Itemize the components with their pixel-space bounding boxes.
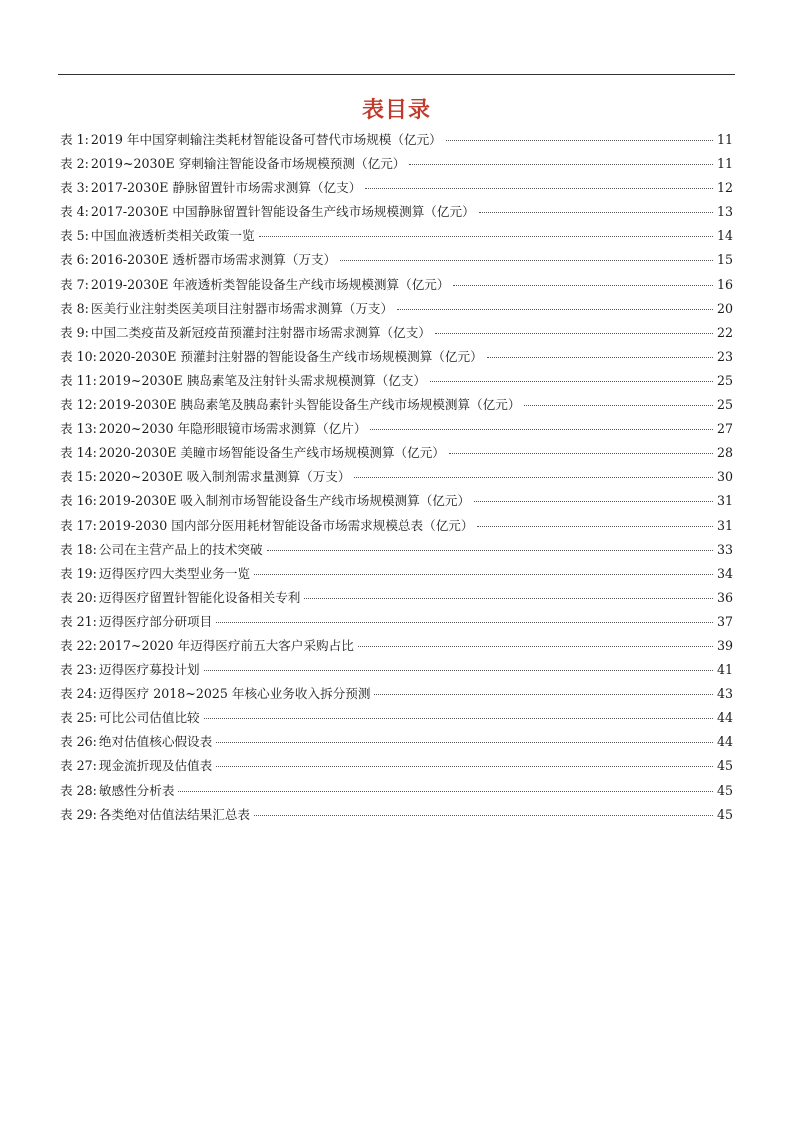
toc-entry-page: 45 xyxy=(716,782,733,798)
toc-entry[interactable] xyxy=(60,658,733,682)
toc-entry-label: 表 14: xyxy=(60,445,97,461)
toc-entry-page: 31 xyxy=(716,517,733,533)
toc-entry-label: 表 6: xyxy=(60,252,89,268)
toc-entry-title: 迈得医疗留置针智能化设备相关专利 xyxy=(98,589,301,605)
toc-entry-title: 迈得医疗 2018~2025 年核心业务收入拆分预测 xyxy=(98,686,371,702)
toc-entry-title: 2020-2030E 美瞳市场智能设备生产线市场规模测算（亿元） xyxy=(98,445,445,461)
toc-entry[interactable] xyxy=(60,730,733,754)
toc-entry[interactable] xyxy=(60,369,733,393)
toc-entry-label: 表 2: xyxy=(60,156,89,172)
toc-entry[interactable] xyxy=(60,248,733,272)
toc-entry-page: 22 xyxy=(716,324,733,340)
toc-entry-title: 中国血液透析类相关政策一览 xyxy=(90,228,255,244)
toc-entry[interactable] xyxy=(60,297,733,321)
toc-entry[interactable] xyxy=(60,538,733,562)
toc-entry-page: 28 xyxy=(716,445,733,461)
toc-entry[interactable] xyxy=(60,706,733,730)
toc-entry-label: 表 12: xyxy=(60,397,97,413)
toc-entry-title: 2017-2030E 静脉留置针市场需求测算（亿支） xyxy=(90,180,362,196)
toc-dot-leader xyxy=(354,477,713,478)
toc-entry[interactable] xyxy=(60,345,733,369)
toc-entry-page: 27 xyxy=(716,421,733,437)
toc-entry-page: 33 xyxy=(716,541,733,557)
toc-entry[interactable] xyxy=(60,562,733,586)
toc-entry-page: 14 xyxy=(716,228,733,244)
toc-entry-label: 表 10: xyxy=(60,348,97,364)
toc-entry[interactable] xyxy=(60,754,733,778)
toc-dot-leader xyxy=(446,140,713,141)
toc-entry-page: 37 xyxy=(716,613,733,629)
toc-entry-page: 16 xyxy=(716,276,733,292)
toc-entry-title: 迈得医疗四大类型业务一览 xyxy=(98,565,250,581)
toc-entry-label: 表 1: xyxy=(60,132,89,147)
toc-entry-title: 2019~2030E 胰岛素笔及注射针头需求规模测算（亿支） xyxy=(98,372,427,388)
toc-entry-title: 可比公司估值比较 xyxy=(98,710,200,726)
toc-entry[interactable] xyxy=(60,417,733,441)
toc-dot-leader xyxy=(524,405,713,406)
toc-entry[interactable] xyxy=(60,803,733,827)
toc-entry-page: 25 xyxy=(716,372,733,388)
toc-entry-page: 34 xyxy=(716,565,733,581)
toc-entry-label: 表 27: xyxy=(60,758,97,774)
toc-entry[interactable] xyxy=(60,128,733,152)
toc-dot-leader xyxy=(409,164,713,165)
toc-entry-page: 44 xyxy=(716,710,733,726)
toc-entry-page: 36 xyxy=(716,589,733,605)
toc-entry-title: 2019-2030 国内部分医用耗材智能设备市场需求规模总表（亿元） xyxy=(98,517,474,533)
toc-entry-page: 20 xyxy=(716,300,733,316)
toc-dot-leader xyxy=(435,333,713,334)
toc-dot-leader xyxy=(397,309,713,310)
toc-entry-title: 2020~2030 年隐形眼镜市场需求测算（亿片） xyxy=(98,421,367,437)
toc-entry-title: 迈得医疗募投计划 xyxy=(98,662,200,678)
toc-entry[interactable] xyxy=(60,200,733,224)
toc-dot-leader xyxy=(453,285,712,286)
toc-entry-label: 表 18: xyxy=(60,541,97,557)
toc-entry-title: 2019-2030E 年液透析类智能设备生产线市场规模测算（亿元） xyxy=(90,276,450,292)
toc-entry-page: 11 xyxy=(716,156,733,172)
toc-entry[interactable] xyxy=(60,610,733,634)
toc-entry-label: 表 25: xyxy=(60,710,97,726)
toc-dot-leader xyxy=(479,212,713,213)
toc-entry-page: 15 xyxy=(716,252,733,268)
toc-entry-page: 45 xyxy=(716,758,733,774)
toc-dot-leader xyxy=(474,501,713,502)
toc-entry-page: 31 xyxy=(716,493,733,509)
toc-entry[interactable] xyxy=(60,586,733,610)
toc-dot-leader xyxy=(259,236,713,237)
toc-entry-page: 44 xyxy=(716,734,733,750)
toc-dot-leader xyxy=(358,646,713,647)
toc-entry-page: 41 xyxy=(716,662,733,678)
toc-entry-title: 2019-2030E 吸入制剂市场智能设备生产线市场规模测算（亿元） xyxy=(98,493,471,509)
toc-entry-label: 表 23: xyxy=(60,662,97,678)
toc-dot-leader xyxy=(216,766,713,767)
toc-entry[interactable] xyxy=(60,514,733,538)
toc-entry[interactable] xyxy=(60,273,733,297)
toc-dot-leader xyxy=(216,622,713,623)
toc-dot-leader xyxy=(374,694,713,695)
table-of-contents xyxy=(60,128,733,827)
toc-entry-title: 敏感性分析表 xyxy=(98,782,175,798)
toc-dot-leader xyxy=(204,670,713,671)
toc-entry[interactable] xyxy=(60,441,733,465)
toc-entry-label: 表 22: xyxy=(60,637,97,653)
toc-entry-label: 表 26: xyxy=(60,734,97,750)
toc-dot-leader xyxy=(430,381,713,382)
page-title: 表目录 xyxy=(361,98,431,123)
toc-entry[interactable] xyxy=(60,176,733,200)
toc-dot-leader xyxy=(254,815,713,816)
toc-entry[interactable] xyxy=(60,634,733,658)
toc-entry-title: 2020-2030E 预灌封注射器的智能设备生产线市场规模测算（亿元） xyxy=(98,348,483,364)
toc-dot-leader xyxy=(449,453,713,454)
toc-dot-leader xyxy=(487,357,713,358)
toc-entry-title: 2016-2030E 透析器市场需求测算（万支） xyxy=(90,252,337,268)
toc-dot-leader xyxy=(254,574,713,575)
toc-entry-page: 12 xyxy=(716,180,733,196)
toc-entry-label: 表 29: xyxy=(60,806,97,822)
toc-entry-page: 23 xyxy=(716,348,733,364)
toc-entry-title: 2017~2020 年迈得医疗前五大客户采购占比 xyxy=(98,637,354,653)
toc-entry-title: 各类绝对估值法结果汇总表 xyxy=(98,806,250,822)
toc-entry-label: 表 20: xyxy=(60,589,97,605)
toc-entry-title: 2017-2030E 中国静脉留置针智能设备生产线市场规模测算（亿元） xyxy=(90,204,475,220)
toc-entry-label: 表 16: xyxy=(60,493,97,509)
toc-entry-title: 2019 年中国穿刺输注类耗材智能设备可替代市场规模（亿元） xyxy=(90,132,442,147)
toc-dot-leader xyxy=(340,260,713,261)
toc-entry[interactable] xyxy=(60,779,733,803)
toc-entry-title: 绝对估值核心假设表 xyxy=(98,734,213,750)
toc-entry-page: 11 xyxy=(716,132,733,147)
toc-entry-title: 现金流折现及估值表 xyxy=(98,758,213,774)
toc-dot-leader xyxy=(365,188,713,189)
toc-entry-label: 表 7: xyxy=(60,276,89,292)
toc-entry-label: 表 28: xyxy=(60,782,97,798)
toc-entry-title: 中国二类疫苗及新冠疫苗预灌封注射器市场需求测算（亿支） xyxy=(90,324,431,340)
toc-entry-label: 表 9: xyxy=(60,324,89,340)
toc-entry-label: 表 3: xyxy=(60,180,89,196)
toc-entry-title: 迈得医疗部分研项目 xyxy=(98,613,213,629)
toc-entry-title: 2020~2030E 吸入制剂需求量测算（万支） xyxy=(98,469,351,485)
toc-entry-page: 43 xyxy=(716,686,733,702)
toc-entry-label: 表 11: xyxy=(60,372,97,388)
toc-dot-leader xyxy=(304,598,713,599)
toc-entry-label: 表 13: xyxy=(60,421,97,437)
toc-entry[interactable] xyxy=(60,682,733,706)
toc-entry-page: 25 xyxy=(716,397,733,413)
header-rule xyxy=(58,74,735,75)
toc-dot-leader xyxy=(216,742,713,743)
toc-entry-page: 39 xyxy=(716,637,733,653)
toc-entry[interactable] xyxy=(60,465,733,489)
toc-entry-title: 医美行业注射类医美项目注射器市场需求测算（万支） xyxy=(90,300,394,316)
toc-entry-title: 2019~2030E 穿刺输注智能设备市场规模预测（亿元） xyxy=(90,156,406,172)
toc-dot-leader xyxy=(370,429,713,430)
toc-entry-label: 表 19: xyxy=(60,565,97,581)
toc-entry[interactable] xyxy=(60,224,733,248)
toc-dot-leader xyxy=(204,718,713,719)
toc-entry-label: 表 8: xyxy=(60,300,89,316)
toc-entry-title: 公司在主营产品上的技术突破 xyxy=(98,541,263,557)
toc-entry-label: 表 4: xyxy=(60,204,89,220)
toc-dot-leader xyxy=(178,791,713,792)
toc-entry[interactable] xyxy=(60,321,733,345)
toc-entry-title: 2019-2030E 胰岛素笔及胰岛素针头智能设备生产线市场规模测算（亿元） xyxy=(98,397,521,413)
toc-entry-label: 表 17: xyxy=(60,517,97,533)
toc-entry-label: 表 15: xyxy=(60,469,97,485)
toc-dot-leader xyxy=(267,550,713,551)
toc-entry-page: 30 xyxy=(716,469,733,485)
toc-entry[interactable] xyxy=(60,152,733,176)
toc-entry[interactable] xyxy=(60,489,733,513)
toc-entry-page: 13 xyxy=(716,204,733,220)
toc-entry-label: 表 24: xyxy=(60,686,97,702)
toc-entry-label: 表 21: xyxy=(60,613,97,629)
toc-dot-leader xyxy=(477,526,712,527)
toc-entry[interactable] xyxy=(60,393,733,417)
toc-entry-page: 45 xyxy=(716,806,733,822)
toc-entry-label: 表 5: xyxy=(60,228,89,244)
